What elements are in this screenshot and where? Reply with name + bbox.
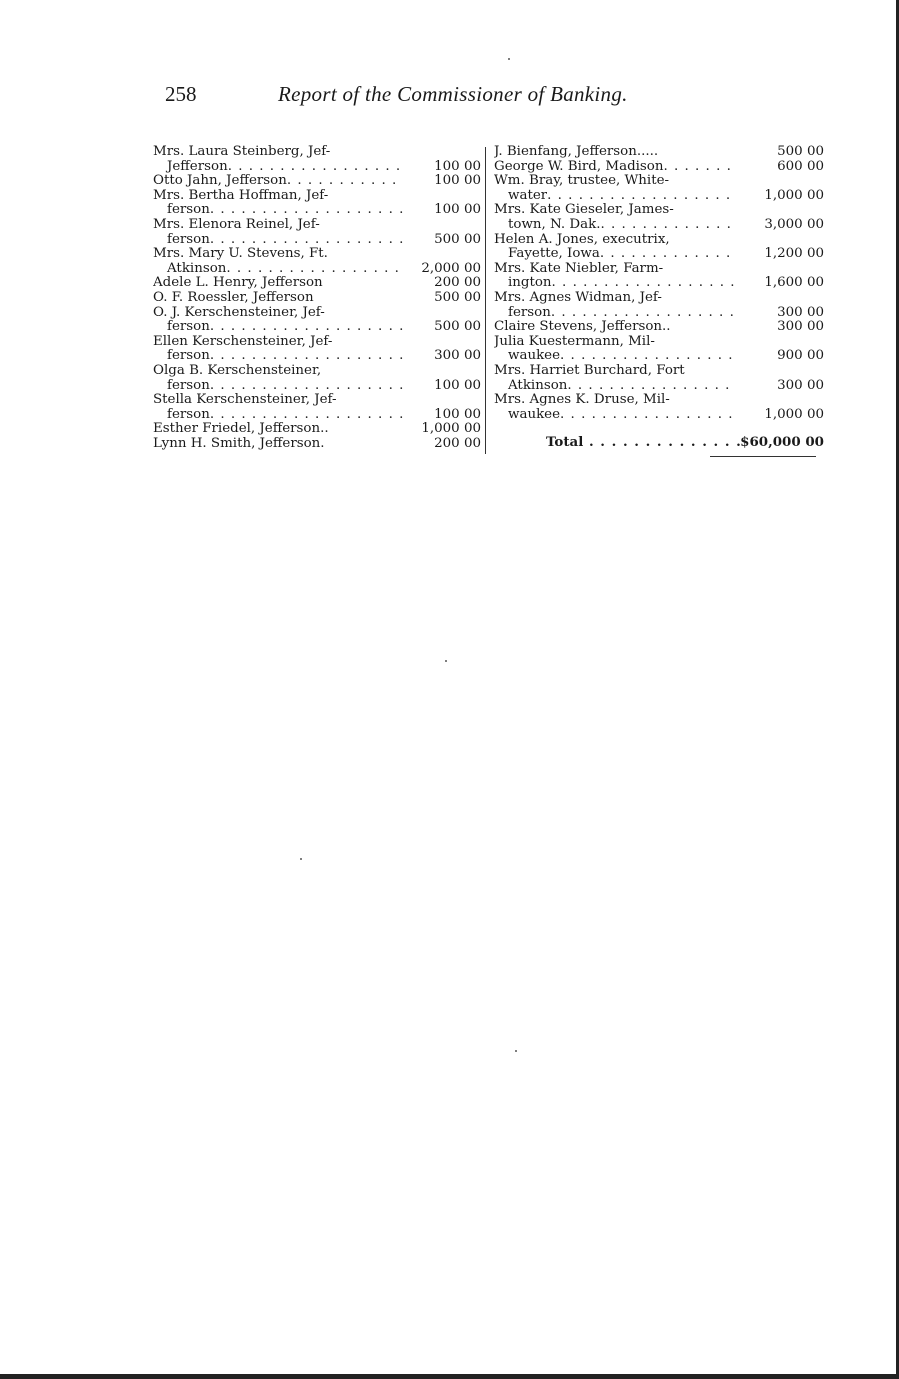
entry-line xyxy=(494,145,824,160)
entry-line xyxy=(494,247,824,262)
entry-line xyxy=(153,335,481,350)
depositor-name: Julia Kuestermann, Mil- xyxy=(494,334,655,349)
leader-dots xyxy=(600,247,734,262)
deposit-amount: 300 00 xyxy=(777,377,824,393)
depositor-name: Atkinson xyxy=(167,261,227,276)
ledger-entry xyxy=(153,291,481,306)
entry-line xyxy=(494,262,824,277)
depositor-name: ferson xyxy=(167,232,210,247)
entry-line xyxy=(153,291,481,306)
depositor-name: Mrs. Agnes Widman, Jef- xyxy=(494,290,662,305)
depositor-name: Jefferson xyxy=(167,159,228,174)
deposit-amount: 100 00 xyxy=(434,377,481,393)
entry-line xyxy=(494,233,824,248)
deposit-amount: 1,000 00 xyxy=(764,187,824,203)
scan-edge-bottom xyxy=(0,1374,899,1379)
depositor-name: Atkinson xyxy=(508,378,568,393)
leader-dots xyxy=(210,379,403,394)
ledger-entry xyxy=(494,203,824,232)
ledger-entry xyxy=(494,320,824,335)
depositor-name: Claire Stevens, Jefferson.. xyxy=(494,320,671,335)
deposit-amount: 300 00 xyxy=(777,304,824,320)
deposit-amount: 100 00 xyxy=(434,158,481,174)
entry-line xyxy=(494,349,824,364)
entry-line xyxy=(153,218,481,233)
entry-line xyxy=(153,364,481,379)
ledger-entry xyxy=(153,276,481,291)
depositor-name: waukee xyxy=(508,407,561,422)
deposit-amount: 1,600 00 xyxy=(764,275,824,291)
running-title: Report of the Commissioner of Banking. xyxy=(278,82,628,106)
column-divider xyxy=(485,147,486,454)
entry-line xyxy=(153,408,481,423)
ledger-entry xyxy=(153,335,481,364)
deposit-amount: 1,000 00 xyxy=(421,421,481,437)
ledger-entry xyxy=(153,218,481,247)
deposit-amount: 3,000 00 xyxy=(764,216,824,232)
ledger-entry xyxy=(153,189,481,218)
entry-line xyxy=(153,145,481,160)
entry-line xyxy=(494,160,824,175)
entry-line xyxy=(494,320,824,335)
depositor-name: ferson xyxy=(167,407,210,422)
entry-line xyxy=(153,393,481,408)
entry-line xyxy=(153,160,481,175)
depositor-name: town, N. Dak. xyxy=(508,217,601,232)
entry-line xyxy=(494,276,824,291)
ledger-entry xyxy=(494,335,824,364)
leader-dots xyxy=(210,349,403,364)
ledger-entry xyxy=(494,174,824,203)
leader-dots xyxy=(228,160,403,175)
entry-line xyxy=(494,335,824,350)
scan-speck xyxy=(508,58,510,60)
leader-dots xyxy=(601,218,734,233)
deposit-amount: 200 00 xyxy=(434,435,481,451)
depositor-name: Ellen Kerschensteiner, Jef- xyxy=(153,334,333,349)
depositor-name: ferson xyxy=(167,320,210,335)
deposit-amount: 1,200 00 xyxy=(764,246,824,262)
ledger-entry xyxy=(153,306,481,335)
entry-line xyxy=(494,306,824,321)
depositor-name: Mrs. Kate Niebler, Farm- xyxy=(494,261,664,276)
right-column xyxy=(494,145,824,422)
ledger-entry xyxy=(494,160,824,175)
entry-line xyxy=(153,233,481,248)
deposit-amount: 300 00 xyxy=(434,348,481,364)
depositor-name: waukee xyxy=(508,349,561,364)
depositor-name: Adele L. Henry, Jefferson xyxy=(153,276,323,291)
leader-dots xyxy=(210,408,403,423)
leader-dots xyxy=(287,174,403,189)
depositor-name: ferson xyxy=(167,203,210,218)
scan-speck xyxy=(515,1050,517,1052)
depositor-name: J. Bienfang, Jefferson..... xyxy=(494,145,659,159)
ledger-entry xyxy=(494,262,824,291)
deposit-amount: 500 00 xyxy=(434,289,481,305)
entry-line xyxy=(494,408,824,423)
depositor-name: Mrs. Elenora Reinel, Jef- xyxy=(153,217,320,232)
entry-line xyxy=(494,393,824,408)
left-column xyxy=(153,145,481,451)
deposit-amount: 100 00 xyxy=(434,173,481,189)
entry-line xyxy=(494,203,824,218)
leader-dots xyxy=(664,160,735,175)
ledger-entry xyxy=(153,145,481,174)
entry-line xyxy=(153,422,481,437)
entry-line xyxy=(494,364,824,379)
entry-line xyxy=(494,291,824,306)
depositor-name: Mrs. Harriet Burchard, Fort xyxy=(494,363,685,378)
depositor-name: Mrs. Kate Gieseler, James- xyxy=(494,203,674,218)
deposit-amount: 600 00 xyxy=(777,158,824,174)
depositor-name: Lynn H. Smith, Jefferson. xyxy=(153,436,325,451)
depositor-name: ferson xyxy=(167,349,210,364)
depositor-name: George W. Bird, Madison xyxy=(494,159,664,174)
ledger-entry xyxy=(153,422,481,437)
depositor-name: ferson xyxy=(167,378,210,393)
ledger-entry xyxy=(153,393,481,422)
entry-line xyxy=(153,320,481,335)
leader-dots xyxy=(226,262,403,277)
entry-line xyxy=(153,262,481,277)
ledger-entry xyxy=(494,291,824,320)
leader-dots xyxy=(567,379,734,394)
deposit-amount: 200 00 xyxy=(434,275,481,291)
leader-dots xyxy=(552,276,734,291)
entry-line xyxy=(153,189,481,204)
depositor-name: ferson xyxy=(508,305,551,320)
entry-line xyxy=(153,276,481,291)
depositor-name: Helen A. Jones, executrix, xyxy=(494,232,670,247)
deposit-amount: 500 00 xyxy=(434,319,481,335)
leader-dots xyxy=(560,349,734,364)
deposit-amount: 1,000 00 xyxy=(764,406,824,422)
depositor-name: Mrs. Agnes K. Druse, Mil- xyxy=(494,393,670,408)
depositor-name: ington xyxy=(508,276,552,291)
depositor-name: Olga B. Kerschensteiner, xyxy=(153,363,322,378)
deposit-amount: 300 00 xyxy=(777,319,824,335)
entry-line xyxy=(153,247,481,262)
entry-line xyxy=(153,379,481,394)
entry-line xyxy=(153,349,481,364)
deposit-amount: 100 00 xyxy=(434,202,481,218)
entry-line xyxy=(494,174,824,189)
depositor-name: Esther Friedel, Jefferson.. xyxy=(153,422,329,437)
leader-dots xyxy=(210,320,403,335)
deposit-amount: 900 00 xyxy=(777,348,824,364)
depositor-name: Stella Kerschensteiner, Jef- xyxy=(153,393,337,408)
depositor-name: O. J. Kerschensteiner, Jef- xyxy=(153,305,325,320)
leader-dots xyxy=(210,233,403,248)
entry-line xyxy=(153,174,481,189)
page-number: 258 xyxy=(165,82,197,106)
depositor-name: O. F. Roessler, Jefferson xyxy=(153,290,314,305)
leader-dots xyxy=(551,306,734,321)
deposit-amount: 100 00 xyxy=(434,406,481,422)
entry-line xyxy=(153,203,481,218)
depositor-name: Mrs. Laura Steinberg, Jef- xyxy=(153,145,331,159)
ledger-entry xyxy=(494,393,824,422)
depositor-name: Mrs. Mary U. Stevens, Ft. xyxy=(153,247,328,262)
entry-line xyxy=(494,379,824,394)
total-label: Total . . . xyxy=(494,434,740,450)
leader-dots xyxy=(547,189,734,204)
total-rule xyxy=(710,456,816,457)
page-header xyxy=(165,82,725,112)
depositor-name: Otto Jahn, Jefferson xyxy=(153,174,287,189)
depositor-name: Fayette, Iowa xyxy=(508,247,600,262)
depositor-name: Wm. Bray, trustee, White- xyxy=(494,174,670,189)
ledger-entry xyxy=(153,247,481,276)
deposit-amount: 500 00 xyxy=(434,231,481,247)
entry-line xyxy=(153,437,481,452)
ledger-entry xyxy=(153,174,481,189)
entry-line xyxy=(494,218,824,233)
total-amount: $60,000 00 xyxy=(740,434,824,450)
total-row xyxy=(494,434,824,450)
scan-speck xyxy=(445,660,447,662)
depositor-name: water xyxy=(508,188,548,203)
leader-dots xyxy=(583,434,740,450)
leader-dots xyxy=(210,203,403,218)
ledger-entry xyxy=(494,364,824,393)
deposit-amount: 500 00 xyxy=(777,144,824,159)
ledger-entry xyxy=(153,364,481,393)
entry-line xyxy=(494,189,824,204)
entry-line xyxy=(153,306,481,321)
scan-speck xyxy=(300,858,302,860)
leader-dots xyxy=(560,408,734,423)
depositor-name: Mrs. Bertha Hoffman, Jef- xyxy=(153,188,329,203)
ledger-entry xyxy=(494,145,824,160)
deposit-amount: 2,000 00 xyxy=(421,260,481,276)
ledger-entry xyxy=(494,233,824,262)
ledger-entry xyxy=(153,437,481,452)
